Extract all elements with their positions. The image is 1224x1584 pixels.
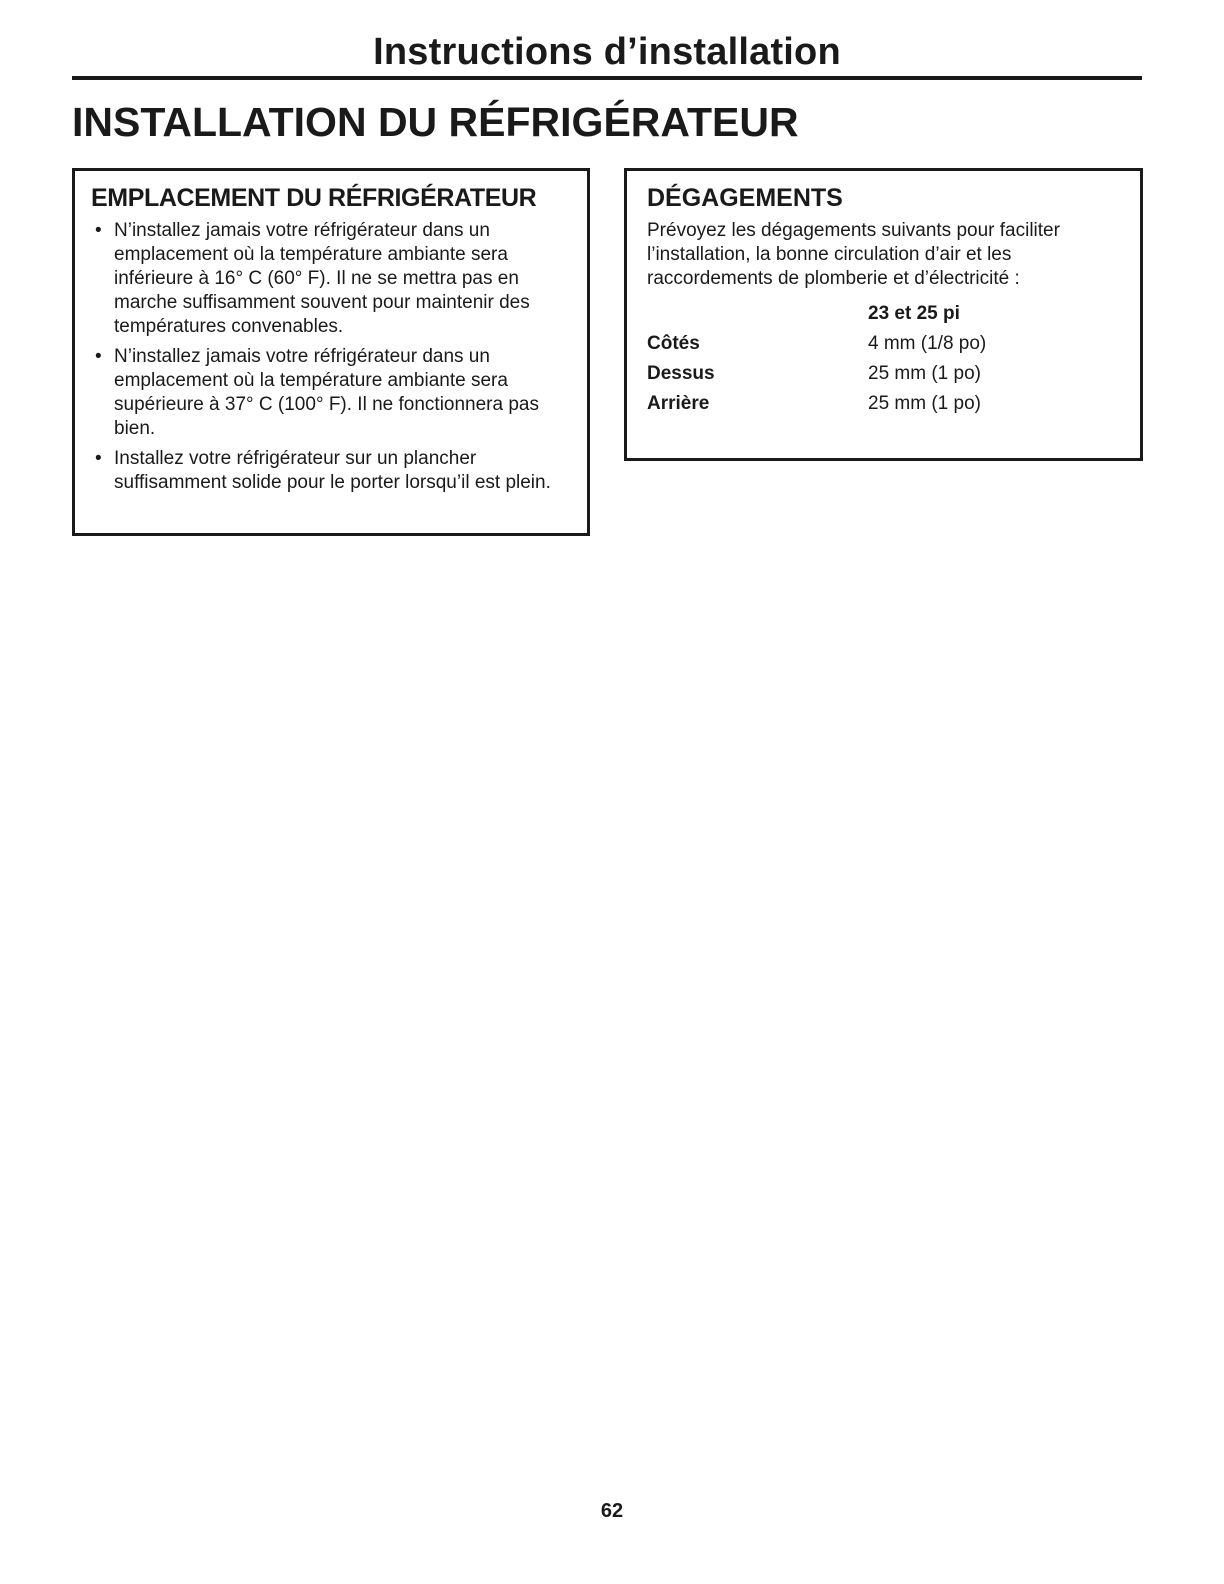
column-header: 23 et 25 pi <box>868 303 960 324</box>
row-label: Dessus <box>647 363 715 384</box>
bullet-icon: • <box>95 220 102 241</box>
page-number: 62 <box>600 1500 624 1522</box>
row-value: 25 mm (1 po) <box>868 393 981 414</box>
table-row <box>647 359 986 389</box>
list-item <box>91 345 571 441</box>
table-header-row <box>647 299 986 329</box>
page-title: INSTALLATION DU RÉFRIGÉRATEUR <box>72 99 799 145</box>
table-row <box>647 389 986 419</box>
row-label: Côtés <box>647 333 700 354</box>
list-item-text: N’installez jamais votre réfrigérateur dans un emplacement où la température ambiante sera inférieure à 16° C (60° F). Il ne se mettra pas en marche suffisamment souvent pour maintenir des températures convenables. <box>114 220 530 337</box>
bullet-icon: • <box>95 448 102 469</box>
list-item <box>91 219 571 339</box>
row-value: 25 mm (1 po) <box>868 363 981 384</box>
clearances-table <box>647 299 986 419</box>
header-divider <box>72 76 1142 80</box>
location-bullet-list <box>91 219 571 495</box>
row-label: Arrière <box>647 393 710 414</box>
clearances-section-title: DÉGAGEMENTS <box>647 184 843 212</box>
clearances-intro: Prévoyez les dégagements suivants pour faciliter l’installation, la bonne circulation d’air et les raccordements de plomberie et d’électricité : <box>647 220 1060 289</box>
list-item <box>91 447 571 495</box>
row-value: 4 mm (1/8 po) <box>868 333 987 354</box>
table-row <box>647 329 986 359</box>
clearances-section <box>624 168 1143 461</box>
list-item-text: N’installez jamais votre réfrigérateur dans un emplacement où la température ambiante sera supérieure à 37° C (100° F). Il ne fonctionnera pas bien. <box>114 346 539 439</box>
list-item-text: Installez votre réfrigérateur sur un plancher suffisamment solide pour le porter lorsqu’il est plein. <box>114 448 551 493</box>
location-section-title: EMPLACEMENT DU RÉFRIGÉRATEUR <box>91 184 537 212</box>
header-title: Instructions d’installation <box>373 31 841 73</box>
bullet-icon: • <box>95 346 102 367</box>
location-section <box>72 168 590 536</box>
